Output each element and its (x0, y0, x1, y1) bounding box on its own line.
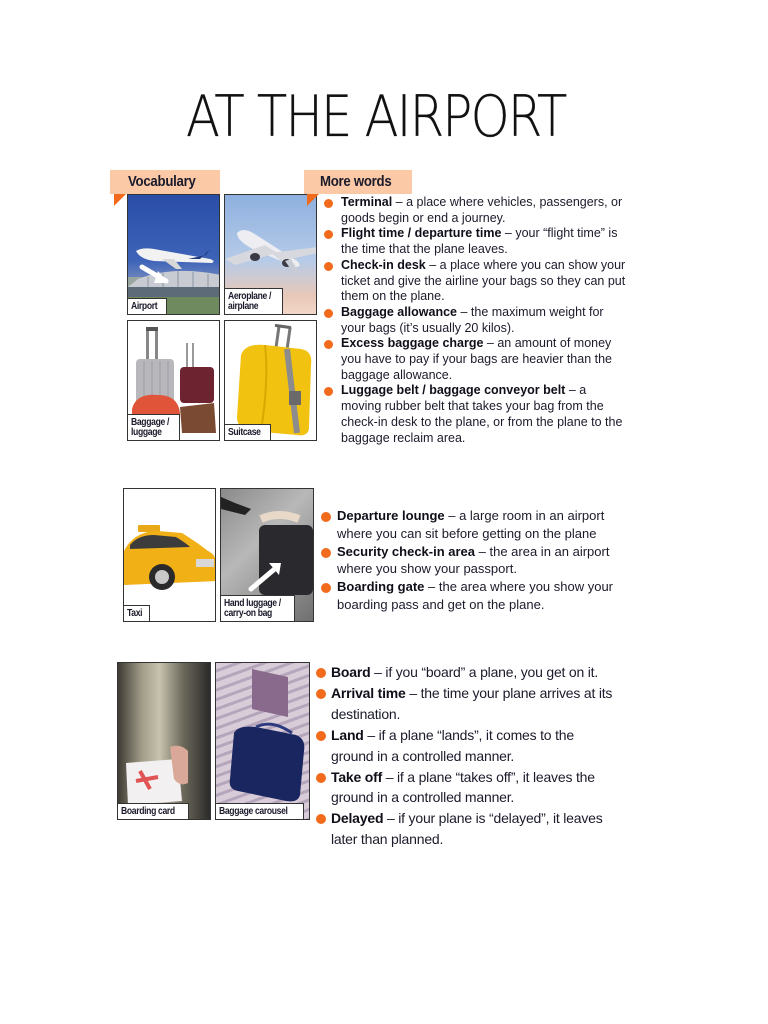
definition-security-check-in-area: Security check-in area – the area in an airport where you show your passport. (318, 543, 626, 579)
bullet-icon (324, 387, 333, 396)
airport-illustration (128, 195, 220, 315)
bullet-icon (324, 340, 333, 349)
definition-flight-time: Flight time / departure time – your “flight time” is the time that the plane leaves. (321, 226, 626, 257)
bullet-icon (316, 689, 326, 699)
picture-label: Suitcase (225, 424, 271, 440)
more-words-corner-marker (307, 194, 319, 206)
vocabulary-tab-label: Vocabulary (128, 173, 196, 190)
bullet-icon (316, 668, 326, 678)
definitions-list-3 (314, 662, 619, 850)
hand-luggage-picture (220, 488, 314, 622)
picture-label: Hand luggage / carry-on bag (221, 595, 295, 621)
picture-label: Airport (128, 298, 167, 314)
definition-delayed: Delayed – if your plane is “delayed”, it leaves later than planned. (314, 808, 619, 850)
suitcase-illustration (225, 321, 317, 441)
bullet-icon (324, 199, 333, 208)
bullet-icon (316, 814, 326, 824)
taxi-picture (123, 488, 216, 622)
definition-arrival-time: Arrival time – the time your plane arrives at its destination. (314, 683, 619, 725)
bullet-icon (324, 230, 333, 239)
more-words-tab (304, 170, 412, 194)
boarding-card-illustration (118, 663, 211, 820)
picture-label: Baggage carousel (216, 803, 304, 819)
page-title: AT THE AIRPORT (186, 84, 566, 150)
definition-check-in-desk: Check-in desk – a place where you can show your ticket and give the airline your bags so they can put them on the plane. (321, 258, 626, 305)
vocabulary-tab (110, 170, 220, 194)
bullet-icon (316, 731, 326, 741)
more-words-tab-label: More words (320, 173, 392, 190)
definition-board: Board – if you “board” a plane, you get on it. (314, 662, 619, 683)
definition-luggage-belt: Luggage belt / baggage conveyor belt – a moving rubber belt that takes your bag from the check-in desk to the plane, or from the plane to the baggage reclaim area. (321, 383, 626, 446)
definitions-list-1 (321, 195, 626, 446)
boarding-card-picture (117, 662, 211, 820)
vocabulary-corner-marker (114, 194, 126, 206)
bullet-icon (324, 262, 333, 271)
definition-boarding-gate: Boarding gate – the area where you show your boarding pass and get on the plane. (318, 578, 626, 614)
picture-label: Aeroplane / airplane (225, 288, 283, 314)
baggage-carousel-illustration (216, 663, 310, 820)
picture-label: Baggage / luggage (128, 414, 180, 440)
aeroplane-picture (224, 194, 317, 315)
taxi-illustration (124, 489, 216, 622)
bullet-icon (321, 583, 331, 593)
definition-baggage-allowance: Baggage allowance – the maximum weight for your bags (it’s usually 20 kilos). (321, 305, 626, 336)
bullet-icon (321, 512, 331, 522)
suitcase-picture (224, 320, 317, 441)
definition-terminal: Terminal – a place where vehicles, passengers, or goods begin or end a journey. (321, 195, 626, 226)
bullet-icon (324, 309, 333, 318)
definition-excess-baggage-charge: Excess baggage charge – an amount of money you have to pay if your bags are heavier than the baggage allowance. (321, 336, 626, 383)
definitions-list-2 (318, 507, 626, 614)
bullet-icon (316, 773, 326, 783)
picture-label: Boarding card (118, 803, 189, 819)
definition-land: Land – if a plane “lands”, it comes to the ground in a controlled manner. (314, 725, 619, 767)
airport-picture (127, 194, 220, 315)
baggage-carousel-picture (215, 662, 310, 820)
baggage-picture (127, 320, 220, 441)
definition-departure-lounge: Departure lounge – a large room in an airport where you can sit before getting on the plane (318, 507, 626, 543)
bullet-icon (321, 548, 331, 558)
definition-take-off: Take off – if a plane “takes off”, it leaves the ground in a controlled manner. (314, 767, 619, 809)
picture-label: Taxi (124, 605, 150, 621)
